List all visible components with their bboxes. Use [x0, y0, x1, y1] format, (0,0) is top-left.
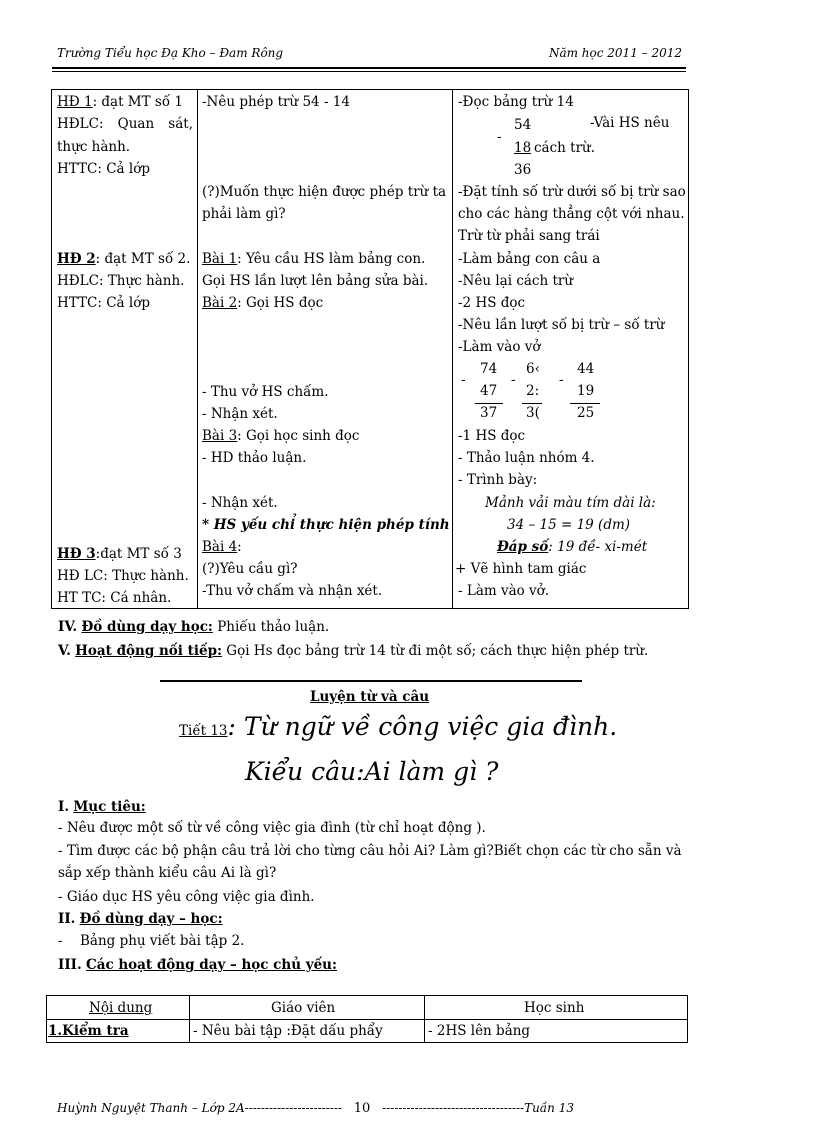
section-ii: II. Đồ dùng dạy – học:: [58, 911, 223, 927]
hd1-line1: HĐ 1: đạt MT số 1: [57, 94, 183, 110]
header-rule-thin: [52, 71, 686, 72]
teacher-bai3: Bài 3: Gọi học sinh đọc: [202, 428, 360, 444]
student-line9: -Làm vào vở: [458, 339, 541, 355]
student-line1: -Đọc bảng trừ 14: [458, 94, 574, 110]
header-school: Trường Tiểu học Đạ Kho – Đam Rông: [57, 46, 284, 60]
hd3-line2: HĐ LC: Thực hành.: [57, 568, 189, 584]
student-line6: -Nêu lại cách trừ: [458, 273, 574, 289]
teacher-bai4: Bài 4:: [202, 539, 242, 555]
student-line4: Trừ từ phải sang trái: [458, 228, 600, 244]
lesson-subject: Luyện từ và câu: [310, 689, 430, 705]
lesson-title-line2: Kiểu câu:Ai làm gì ?: [245, 757, 499, 786]
student-line10: -1 HS đọc: [458, 428, 526, 444]
teacher-line2: (?)Muốn thực hiện được phép trừ ta: [202, 184, 447, 200]
student-line7: -2 HS đọc: [458, 295, 526, 311]
section-divider: [160, 680, 582, 682]
student-line16: + Vẽ hình tam giác: [455, 561, 587, 577]
hd2-line3: HTTC: Cả lớp: [57, 295, 150, 311]
row1-content: 1.Kiểm tra: [48, 1023, 129, 1039]
footer-page-number: 10: [353, 1101, 371, 1116]
teacher-line15: -Thu vở chấm và nhận xét.: [202, 583, 383, 599]
header-year: Năm học 2011 – 2012: [548, 46, 682, 60]
teacher-bai2: Bài 2: Gọi HS đọc: [202, 295, 324, 311]
hd3-line3: HT TC: Cá nhân.: [57, 590, 172, 606]
th-content: Nội dung: [89, 1000, 153, 1016]
section-iii: III. Các hoạt động dạy – học chủ yếu:: [58, 957, 337, 973]
student-answer: Đáp số: 19 đề- xi-mét: [497, 539, 648, 555]
student-line2: -Đặt tính số trừ dưới số bị trừ sao: [458, 184, 686, 200]
section-ii-item: Bảng phụ viết bài tập 2.: [80, 933, 245, 949]
teacher-line14: (?)Yêu cầu gì?: [202, 561, 298, 577]
teacher-line7: - Thu vở HS chấm.: [202, 384, 329, 400]
lesson-title-line1: Tiết 13: Từ ngữ về công việc gia đình.: [179, 712, 618, 741]
objective-2: - Tìm được các bộ phận câu trả lời cho từng câu hỏi Ai? Làm gì?Biết chọn các từ cho sẵn và: [58, 843, 682, 859]
student-line13: Mảnh vải màu tím dài là:: [485, 495, 656, 511]
hd1-line4: HTTC: Cả lớp: [57, 161, 150, 177]
row1-teacher: - Nêu bài tập :Đặt dấu phẩy: [193, 1023, 383, 1039]
th-teacher: Giáo viên: [271, 1000, 336, 1016]
hd2-line1: HĐ 2: đạt MT số 2.: [57, 251, 191, 267]
objective-3: - Giáo dục HS yêu công việc gia đình.: [58, 889, 315, 905]
student-line3: cho các hàng thẳng cột với nhau.: [458, 206, 685, 222]
hd1-line3: thực hành.: [57, 139, 131, 155]
row1-student: - 2HS lên bảng: [428, 1023, 531, 1039]
section-iv: IV. Đồ dùng dạy học: Phiếu thảo luận.: [58, 619, 330, 635]
hd1-line2: HĐLC: Quan sát,: [57, 116, 193, 132]
section-i: I. Mục tiêu:: [58, 799, 146, 815]
footer-dashes-right: -----------------------------------: [382, 1101, 525, 1115]
hd2-line2: HĐLC: Thực hành.: [57, 273, 185, 289]
teacher-line10: - HD thảo luận.: [202, 450, 307, 466]
teacher-line8: - Nhận xét.: [202, 406, 278, 422]
teacher-line11: - Nhận xét.: [202, 495, 278, 511]
section-ii-dash: -: [58, 933, 63, 949]
student-line8: -Nêu lần lượt số bị trừ – số trừ: [458, 317, 665, 333]
teacher-line3: phải làm gì?: [202, 206, 286, 222]
objective-1: - Nêu được một số từ về công việc gia đình (từ chỉ hoạt động ).: [58, 820, 486, 836]
header-rule: [52, 67, 686, 69]
footer-dashes-left: ------------------------: [244, 1101, 342, 1115]
student-line11: - Thảo luận nhóm 4.: [458, 450, 595, 466]
teacher-bai1: Bài 1: Yêu cầu HS làm bảng con.: [202, 251, 426, 267]
th-student: Học sinh: [524, 1000, 585, 1016]
footer: [57, 1101, 574, 1116]
footer-author: Huỳnh Nguyệt Thanh – Lớp 2A: [57, 1101, 245, 1115]
objective-2b: sắp xếp thành kiểu câu Ai là gì?: [58, 865, 277, 881]
teacher-line5: Gọi HS lần lượt lên bảng sửa bài.: [202, 273, 429, 289]
hd3-line1: HĐ 3:đạt MT số 3: [57, 546, 182, 562]
student-line5: -Làm bảng con câu a: [458, 251, 601, 267]
section-v: V. Hoạt động nối tiếp: Gọi Hs đọc bảng trừ 14 từ đi một số; cách thực hiện phép trừ.: [58, 643, 649, 659]
student-line12: - Trình bày:: [458, 472, 538, 488]
teacher-line12: * HS yếu chỉ thực hiện phép tính: [202, 517, 450, 533]
footer-week: Tuần 13: [524, 1101, 574, 1115]
teacher-line1: -Nêu phép trừ 54 - 14: [202, 94, 350, 110]
student-line17: - Làm vào vở.: [458, 583, 550, 599]
student-line14: 34 – 15 = 19 (dm): [507, 517, 631, 533]
